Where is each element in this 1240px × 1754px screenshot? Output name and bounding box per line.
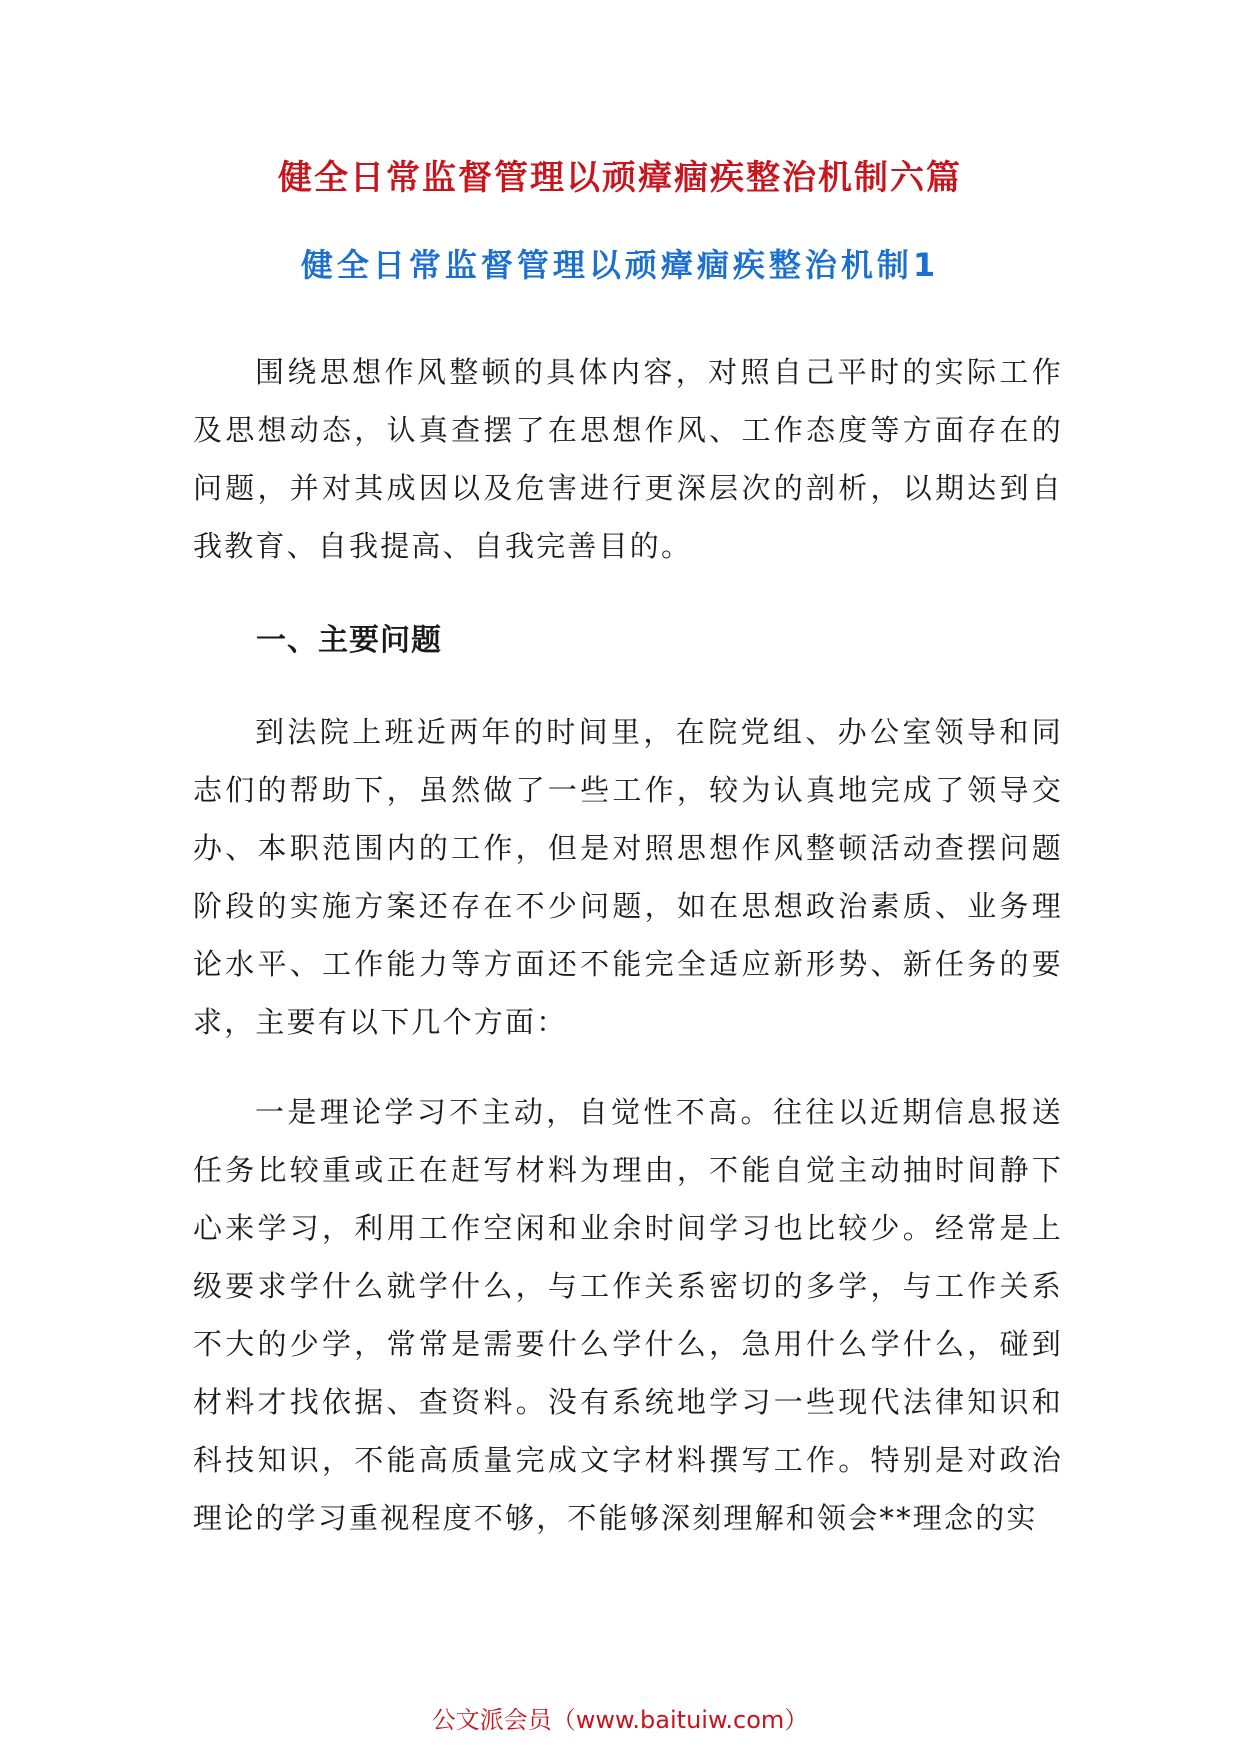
body-paragraph-2: 一是理论学习不主动，自觉性不高。往往以近期信息报送任务比较重或正在赶写材料为理由，不能自觉主动抽时间静下心来学习，利用工作空闲和业余时间学习也比较少。经常是上级要求学什么就学什么，与工作关系密切的多学，与工作关系不大的少学，常常是需要什么学什么，急用什么学什么，碰到材料才找依据、查资料。没有系统地学习一些现代法律知识和科技知识，不能高质量完成文字材料撰写工作。特别是对政治理论的学习重视程度不够，不能够深刻理解和领会**理念的实 bbox=[193, 1095, 1063, 1535]
intro-paragraph: 围绕思想作风整顿的具体内容，对照自己平时的实际工作及思想动态，认真查摆了在思想作风、工作态度等方面存在的问题，并对其成因以及危害进行更深层次的剖析，以期达到自我教育、自我提高、自我完善目的。 bbox=[193, 355, 1063, 563]
document-title: 健全日常监督管理以顽瘴痼疾整治机制六篇 bbox=[278, 158, 962, 198]
section-heading: 一、主要问题 bbox=[256, 623, 442, 658]
footer-watermark: 公文派会员（www.baituiw.com） bbox=[431, 1706, 809, 1734]
body-paragraph-1: 到法院上班近两年的时间里，在院党组、办公室领导和同志们的帮助下，虽然做了一些工作，较为认真地完成了领导交办、本职范围内的工作，但是对照思想作风整顿活动查摆问题阶段的实施方案还存在不少问题，如在思想政治素质、业务理论水平、工作能力等方面还不能完全适应新形势、新任务的要求，主要有以下几个方面： bbox=[193, 715, 1063, 1039]
document-subtitle: 健全日常监督管理以顽瘴痼疾整治机制1 bbox=[300, 246, 940, 284]
